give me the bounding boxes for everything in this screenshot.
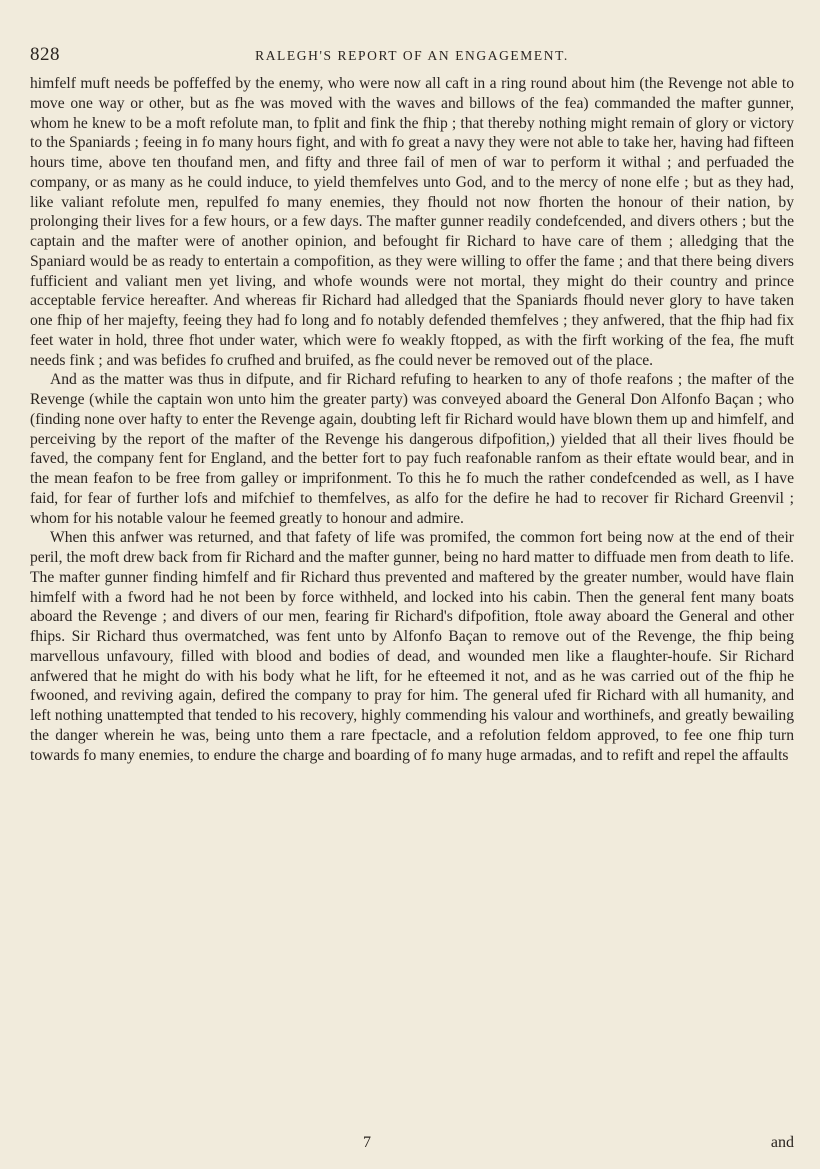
body-text [30,74,794,765]
page-footer [30,1134,794,1156]
page-header [30,44,794,68]
signature-mark: 7 [363,1134,371,1151]
paragraph: And as the matter was thus in difpute, and fir Richard refufing to hearken to any of thofe reafons ; the mafter of the Revenge (while the captain won unto him the greater party) was conveyed aboard the General Don Alfonfo Baçan ; who (finding none over hafty to enter the Revenge again, doubting left fir Richard would have blown them up and himfelf, and perceiving by the report of the mafter of the Revenge his dangerous difpofition,) yielded that all their lives fhould be faved, the company fent for England, and the better fort to pay fuch reafonable ranfom as their eftate would bear, and in the mean feafon to be free from galley or imprifonment. To this he fo much the rather condefcended as well, as I have faid, for fear of further lofs and mifchief to themfelves, as alfo for the defire he had to recover fir Richard Greenvil ; whom for his notable valour he feemed greatly to honour and admire. [30,371,794,527]
running-head: RALEGH'S REPORT OF AN ENGAGEMENT. [255,48,569,63]
paragraph: When this anfwer was returned, and that fafety of life was promifed, the common fort being now at the end of their peril, the moft drew back from fir Richard and the mafter gunner, being no hard matter to diffuade men from death to life. The mafter gunner finding himfelf and fir Richard thus prevented and maftered by the greater number, would have flain himfelf with a fword had he not been by force withheld, and locked into his cabin. Then the general fent many boats aboard the Revenge ; and divers of our men, fearing fir Richard's difpofition, ftole away aboard the General and other fhips. Sir Richard thus overmatched, was fent unto by Alfonfo Baçan to remove out of the Revenge, the fhip being marvellous unfavoury, filled with blood and bodies of dead, and wounded men like a flaughter-houfe. Sir Richard anfwered that he might do with his body what he lift, for he efteemed it not, and as he was carried out of the fhip he fwooned, and reviving again, defired the company to pray for him. The general ufed fir Richard with all humanity, and left nothing unattempted that tended to his recovery, highly commending his valour and worthinefs, and greatly bewailing the danger wherein he was, being unto them a rare fpectacle, and a refolution feldom approved, to fee one fhip turn towards fo many enemies, to endure the charge and boarding of fo many huge armadas, and to refift and repel the affaults [30,529,794,764]
page-number: 828 [30,44,60,65]
catchword: and [770,1134,794,1151]
paragraph: himfelf muft needs be poffeffed by the enemy, who were now all caft in a ring round about him (the Revenge not able to move one way or other, but as fhe was moved with the waves and billows of the fea) commanded the mafter gunner, whom he knew to be a moft refolute man, to fplit and fink the fhip ; that thereby nothing might remain of glory or victory to the Spaniards ; feeing in fo many hours fight, and with fo great a navy they were not able to take her, having had fifteen hours time, above ten thoufand men, and fifty and three fail of men of war to perform it withal ; and perfuaded the company, or as many as he could induce, to yield themfelves unto God, and to the mercy of none elfe ; but as they had, like valiant refolute men, repulfed fo many enemies, they fhould not now fhorten the honour of their nation, by prolonging their lives for a few hours, or a few days. The mafter gunner readily condefcended, and divers others ; but the captain and the mafter were of another opinion, and befought fir Richard to have care of them ; alledging that the Spaniard would be as ready to entertain a compofition, as they were willing to offer the fame ; and that there being divers fufficient and valiant men yet living, and whofe wounds were not mortal, they might do their country and prince acceptable fervice hereafter. And whereas fir Richard had alledged that the Spaniards fhould never glory to have taken one fhip of her majefty, feeing they had fo long and fo notably defended themfelves ; they anfwered, that the fhip had fix feet water in hold, three fhot under water, which were fo weakly ftopped, as with the firft working of the fea, fhe muft needs fink ; and was befides fo crufhed and bruifed, as fhe could never be removed out of the place. [30,75,794,369]
